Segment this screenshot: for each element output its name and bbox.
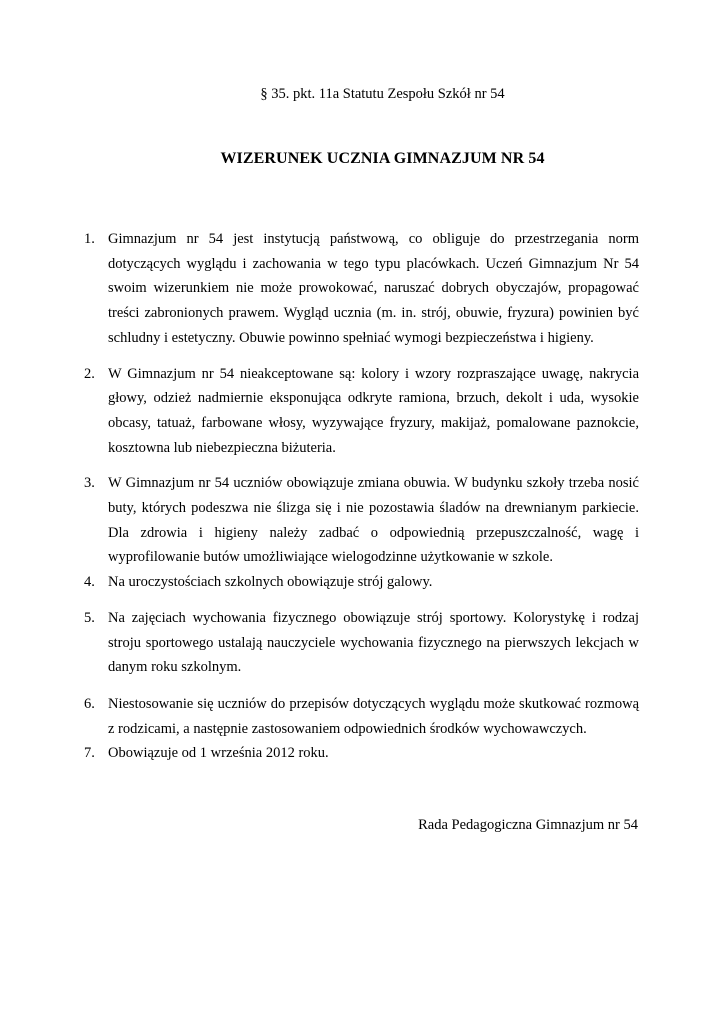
signature: Rada Pedagogiczna Gimnazjum nr 54	[418, 817, 638, 833]
list-item	[84, 362, 639, 461]
list-item-number: 6.	[84, 695, 95, 712]
statute-reference: § 35. pkt. 11a Statutu Zespołu Szkół nr 54	[260, 86, 505, 102]
list-item-number: 4.	[84, 574, 95, 591]
list-item-number: 7.	[84, 745, 95, 762]
list-item-text: Na zajęciach wychowania fizycznego obowiązuje strój sportowy. Kolorystykę i rodzaj stroju sportowego ustalają nauczyciele wychowania fizycznego na pierwszych lekcjach w danym roku szkolnym.	[108, 609, 639, 676]
list-item-number: 1.	[84, 231, 95, 247]
list-item-text: W Gimnazjum nr 54 uczniów obowiązuje zmiana obuwia. W budynku szkoły trzeba nosić buty, których podeszwa nie ślizga się i nie pozostawia śladów na drewnianym parkiecie. Dla zdrowia i higieny należy zadbać o odpowiednią przepuszczalność, wagę i wyprofilowanie butów umożliwiające wielogodzinne użytkowanie w szkole.	[108, 475, 639, 566]
list-item	[84, 570, 639, 595]
list-item-number: 3.	[84, 475, 95, 492]
list-item-number: 2.	[84, 365, 95, 382]
list-item-text: Na uroczystościach szkolnych obowiązuje strój galowy.	[108, 574, 433, 591]
list-item	[84, 692, 639, 741]
list-item-text: Niestosowanie się uczniów do przepisów dotyczących wyglądu może skutkować rozmową z rodzicami, a następnie zastosowaniem odpowiednich środków wychowawczych.	[108, 695, 639, 737]
list-item	[84, 606, 639, 680]
list-item-text: W Gimnazjum nr 54 nieakceptowane są: kolory i wzory rozpraszające uwagę, nakrycia głowy, odzież nadmiernie eksponująca odkryte ramiona, brzuch, dekolt i uda, wysokie obcasy, tatuaż, farbowane włosy, wyzywające fryzury, makijaż, pomalowane paznokcie, kosztowna lub niebezpieczna biżuteria.	[108, 365, 639, 456]
list-item-text: Gimnazjum nr 54 jest instytucją państwową, co obliguje do przestrzegania norm dotyczących wyglądu i zachowania w tego typu placówkach. Uczeń Gimnazjum Nr 54 swoim wizerunkiem nie może prowokować, naruszać dobrych obyczajów, propagować treści zabronionych prawem. Wygląd ucznia (m. in. strój, obuwie, fryzura) powinien być schludny i estetyczny. Obuwie powinno spełniać wymogi bezpieczeństwa i higieny.	[108, 231, 639, 346]
list-item-text: Obowiązuje od 1 września 2012 roku.	[108, 745, 329, 762]
document-title: WIZERUNEK UCZNIA GIMNAZJUM NR 54	[220, 150, 545, 167]
list-item	[84, 227, 639, 351]
list-item	[84, 741, 639, 766]
list-item	[84, 471, 639, 570]
list-item-number: 5.	[84, 609, 95, 626]
rules-list	[84, 227, 639, 766]
